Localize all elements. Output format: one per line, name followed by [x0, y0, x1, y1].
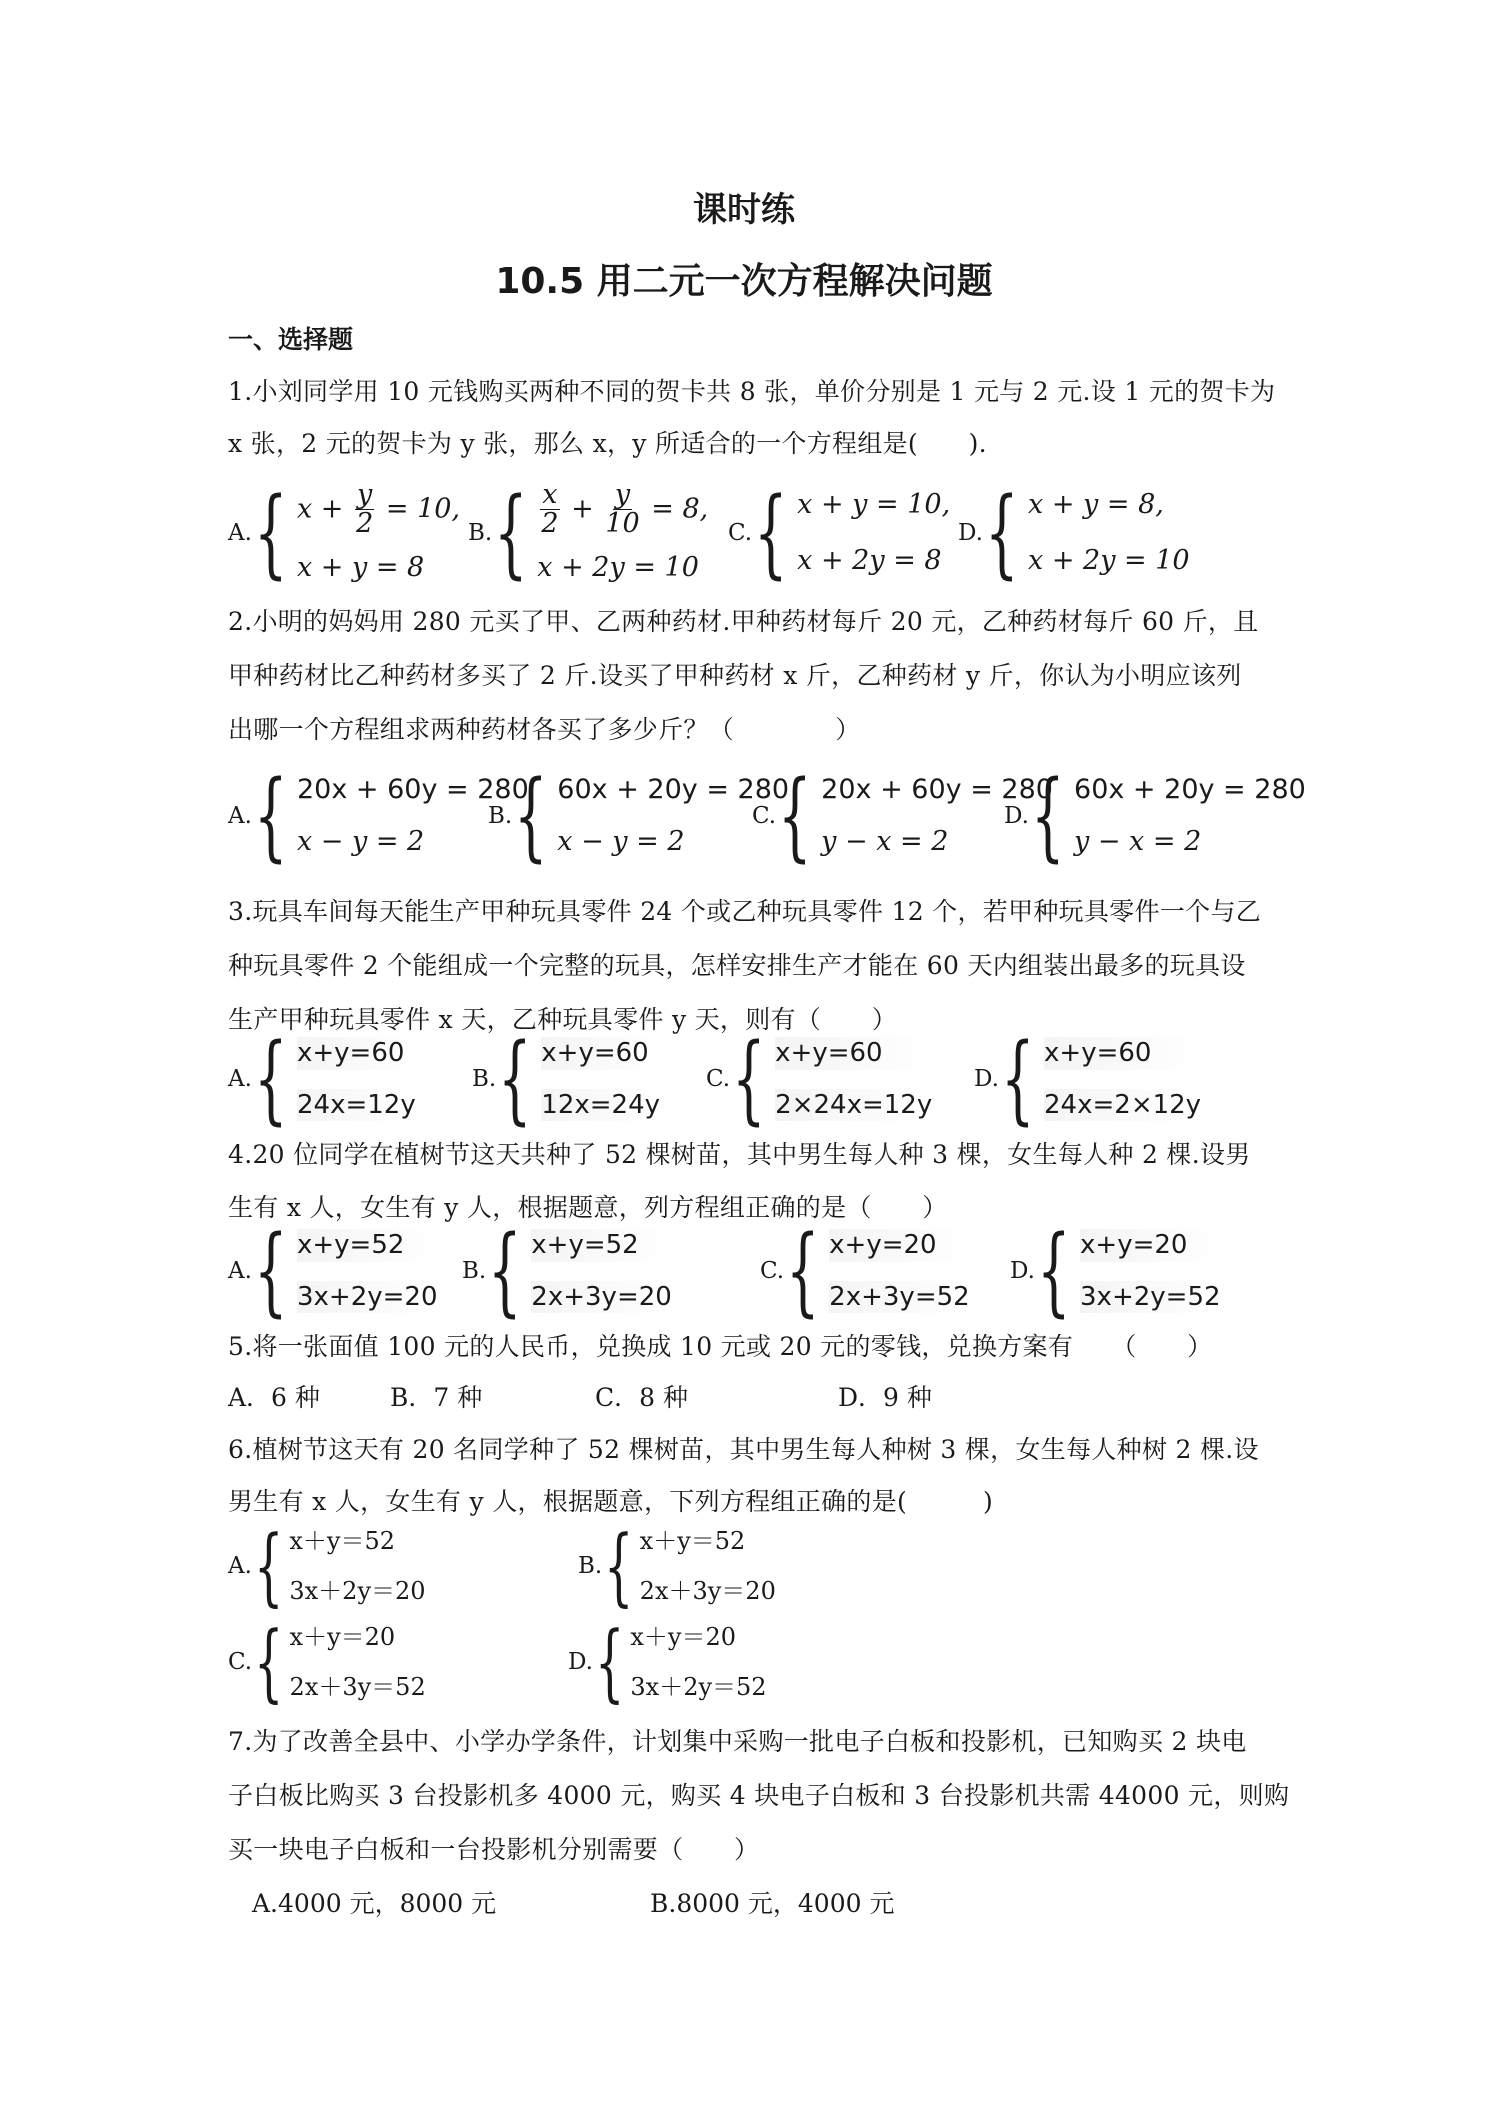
page-subtitle: 10.5 用二元一次方程解决问题	[495, 261, 993, 302]
option-label: A.	[228, 803, 252, 829]
brace-icon: {	[594, 1613, 625, 1711]
option-label: D.	[958, 520, 983, 546]
equation: x+y=20	[829, 1229, 970, 1262]
equation: x + 2y = 10	[537, 552, 699, 584]
q4-text-line2: 生有 x 人，女生有 y 人，根据题意，列方程组正确的是（ ）	[228, 1193, 948, 1222]
option-label: D.	[1004, 803, 1029, 829]
equation: y − x = 2	[821, 826, 949, 858]
q3-option-b[interactable]	[472, 1023, 661, 1135]
q4-option-b[interactable]	[462, 1215, 672, 1327]
brace-icon: {	[514, 760, 548, 872]
equation: x + y = 8,	[1028, 489, 1164, 520]
equation-system	[290, 1622, 426, 1702]
q2-option-d[interactable]	[1004, 760, 1306, 872]
equation: 60x + 20y = 280	[557, 774, 790, 805]
equation: 2x+3y=20	[531, 1281, 672, 1312]
equation: $\frac{x}{2}$ + $\frac{y}{10}$ = 8,	[541, 479, 709, 540]
option-label: A.	[228, 1553, 252, 1579]
q2-text-line2: 甲种药材比乙种药材多买了 2 斤.设买了甲种药材 x 斤，乙种药材 y 斤，你认为小明应该列	[228, 661, 1242, 690]
q2-text-line1: 2.小明的妈妈用 280 元买了甲、乙两种药材.甲种药材每斤 20 元，乙种药材每斤 60 斤，且	[228, 607, 1259, 636]
equation: 2×24x=12y	[775, 1089, 933, 1120]
brace-icon: {	[1000, 1023, 1035, 1135]
equation: x+y=52	[531, 1229, 672, 1262]
equation: 3x+2y=52	[1080, 1281, 1221, 1312]
equation: y − x = 2	[1074, 826, 1202, 858]
brace-icon: {	[494, 477, 528, 589]
section-heading: 一、选择题	[228, 325, 354, 354]
brace-icon: {	[754, 477, 788, 589]
q5-option-a[interactable]: A．6 种	[228, 1383, 320, 1412]
equation-system	[1074, 773, 1306, 859]
equation-system	[297, 1037, 416, 1121]
equation-system	[829, 1229, 970, 1313]
q3-text-line3: 生产甲种玩具零件 x 天，乙种玩具零件 y 天，则有（ ）	[228, 1005, 898, 1034]
option-label: B.	[462, 1258, 487, 1284]
equation: x − y = 2	[297, 826, 425, 858]
q6-option-b[interactable]	[578, 1517, 776, 1615]
equation-system	[297, 1229, 438, 1313]
equation: x + y = 8	[297, 552, 425, 584]
equation: x＋y＝52	[289, 1527, 396, 1555]
brace-icon: {	[984, 477, 1019, 589]
q4-option-c[interactable]	[760, 1215, 970, 1327]
brace-icon: {	[488, 1215, 522, 1327]
equation: 2x＋3y＝20	[639, 1577, 776, 1605]
q3-option-a[interactable]	[228, 1023, 416, 1135]
q7-text-line3: 买一块电子白板和一台投影机分别需要（ ）	[228, 1835, 760, 1864]
q5-option-c[interactable]: C．8 种	[595, 1383, 688, 1412]
equation-system	[797, 488, 950, 578]
brace-icon: {	[604, 1517, 634, 1615]
equation: x − y = 2	[557, 826, 685, 858]
option-label: A.	[228, 520, 252, 546]
equation: x＋y＝20	[289, 1623, 396, 1651]
equation-system	[537, 481, 708, 585]
equation: 3x＋2y＝52	[630, 1673, 767, 1701]
brace-icon: {	[253, 1215, 288, 1327]
option-label: A.	[228, 1066, 252, 1092]
q6-text-line2: 男生有 x 人，女生有 y 人，根据题意，下列方程组正确的是( )	[228, 1487, 994, 1516]
equation: 24x=2×12y	[1044, 1089, 1202, 1120]
brace-icon: {	[253, 1023, 288, 1135]
equation-system	[1028, 488, 1190, 578]
q3-option-d[interactable]	[974, 1023, 1202, 1135]
q1-option-a[interactable]	[228, 478, 460, 588]
equation: 12x=24y	[541, 1089, 661, 1120]
page-title: 课时练	[693, 190, 795, 230]
q4-option-d[interactable]	[1010, 1215, 1221, 1327]
q7-option-b[interactable]: B.8000 元，4000 元	[650, 1889, 895, 1918]
equation: x+y=60	[297, 1037, 416, 1070]
option-label: B.	[472, 1066, 497, 1092]
brace-icon: {	[253, 1517, 284, 1615]
option-label: C.	[760, 1258, 785, 1284]
q5-option-b[interactable]: B．7 种	[390, 1383, 483, 1412]
q3-text-line1: 3.玩具车间每天能生产甲种玩具零件 24 个或乙种玩具零件 12 个，若甲种玩具零件一个与乙	[228, 897, 1262, 926]
equation: 2x+3y=52	[829, 1281, 970, 1312]
option-label: C.	[752, 803, 777, 829]
equation: x + 2y = 10	[1028, 545, 1190, 577]
equation: 60x + 20y = 280	[1074, 774, 1306, 805]
equation-system	[1080, 1229, 1221, 1313]
q4-option-a[interactable]	[228, 1215, 438, 1327]
q5-option-d[interactable]: D．9 种	[838, 1383, 932, 1412]
q3-text-line2: 种玩具零件 2 个能组成一个完整的玩具，怎样安排生产才能在 60 天内组装出最多的玩具设	[228, 951, 1246, 980]
brace-icon: {	[1030, 760, 1065, 872]
option-label: C.	[706, 1066, 731, 1092]
q3-option-c[interactable]	[706, 1023, 933, 1135]
equation: x + 2y = 8	[797, 545, 942, 577]
q7-text-line1: 7.为了改善全县中、小学办学条件，计划集中采购一批电子白板和投影机，已知购买 2 块电	[228, 1727, 1247, 1756]
equation: x＋y＝20	[630, 1623, 737, 1651]
q6-text-line1: 6.植树节这天有 20 名同学种了 52 棵树苗，其中男生每人种树 3 棵，女生每人种树 2 棵.设	[228, 1435, 1259, 1464]
equation: x+y=20	[1080, 1229, 1221, 1262]
option-label: B.	[578, 1553, 603, 1579]
q2-option-a[interactable]	[228, 760, 529, 872]
option-label: A.	[228, 1258, 252, 1284]
equation-system	[289, 1526, 425, 1606]
q2-option-b[interactable]	[488, 760, 790, 872]
brace-icon: {	[1036, 1215, 1071, 1327]
equation: x+y=52	[297, 1229, 438, 1262]
option-label: D.	[568, 1649, 593, 1675]
equation-system	[531, 1229, 672, 1313]
equation: x+y=60	[775, 1037, 932, 1070]
brace-icon: {	[253, 760, 288, 872]
q1-option-c[interactable]	[728, 478, 950, 588]
equation-system	[541, 1037, 660, 1121]
q1-option-d[interactable]	[958, 478, 1190, 588]
option-label: C.	[728, 520, 753, 546]
q7-text-line2: 子白板比购买 3 台投影机多 4000 元，购买 4 块电子白板和 3 台投影机共需 44000 元，则购	[228, 1781, 1290, 1810]
option-label: B.	[468, 520, 493, 546]
q1-text-line1: 1.小刘同学用 10 元钱购买两种不同的贺卡共 8 张，单价分别是 1 元与 2 元.设 1 元的贺卡为	[228, 377, 1276, 406]
brace-icon: {	[786, 1215, 820, 1327]
brace-icon: {	[732, 1023, 766, 1135]
brace-icon: {	[253, 477, 288, 589]
equation: 2x＋3y＝52	[289, 1673, 426, 1701]
equation: 24x=12y	[297, 1089, 416, 1120]
equation-system	[297, 481, 460, 585]
equation: x+y=60	[1044, 1037, 1201, 1070]
option-label: B.	[488, 803, 513, 829]
equation: x + y = 10,	[797, 489, 951, 520]
option-label: D.	[974, 1066, 999, 1092]
equation-system	[775, 1037, 932, 1121]
q5-text-line1: 5.将一张面值 100 元的人民币，兑换成 10 元或 20 元的零钱，兑换方案有 （ ）	[228, 1332, 1213, 1361]
equation: 3x+2y=20	[297, 1281, 438, 1312]
equation: 20x + 60y = 280	[821, 774, 1053, 805]
equation: x + $\frac{y}{2}$ = 10,	[297, 479, 461, 540]
equation-system	[640, 1526, 776, 1606]
q6-option-d[interactable]	[568, 1613, 767, 1711]
q6-option-c[interactable]	[228, 1613, 426, 1711]
brace-icon: {	[254, 1613, 284, 1711]
equation-system	[1044, 1037, 1201, 1121]
q1-option-b[interactable]	[468, 478, 708, 588]
brace-icon: {	[498, 1023, 532, 1135]
equation: x+y=60	[541, 1037, 660, 1070]
q7-option-a[interactable]: A.4000 元，8000 元	[252, 1889, 497, 1918]
brace-icon: {	[778, 760, 812, 872]
equation: 20x + 60y = 280	[297, 774, 529, 805]
equation-system	[630, 1622, 766, 1702]
q4-text-line1: 4.20 位同学在植树节这天共种了 52 棵树苗，其中男生每人种 3 棵，女生每人种 2 棵.设男	[228, 1140, 1251, 1169]
q1-text-line2: x 张，2 元的贺卡为 y 张，那么 x，y 所适合的一个方程组是( ).	[228, 429, 987, 458]
q6-option-a[interactable]	[228, 1517, 426, 1615]
option-label: D.	[1010, 1258, 1035, 1284]
equation: x＋y＝52	[639, 1527, 746, 1555]
equation: 3x＋2y＝20	[289, 1577, 426, 1605]
q2-text-line3: 出哪一个方程组求两种药材各买了多少斤？（ ）	[228, 715, 861, 744]
option-label: C.	[228, 1649, 253, 1675]
